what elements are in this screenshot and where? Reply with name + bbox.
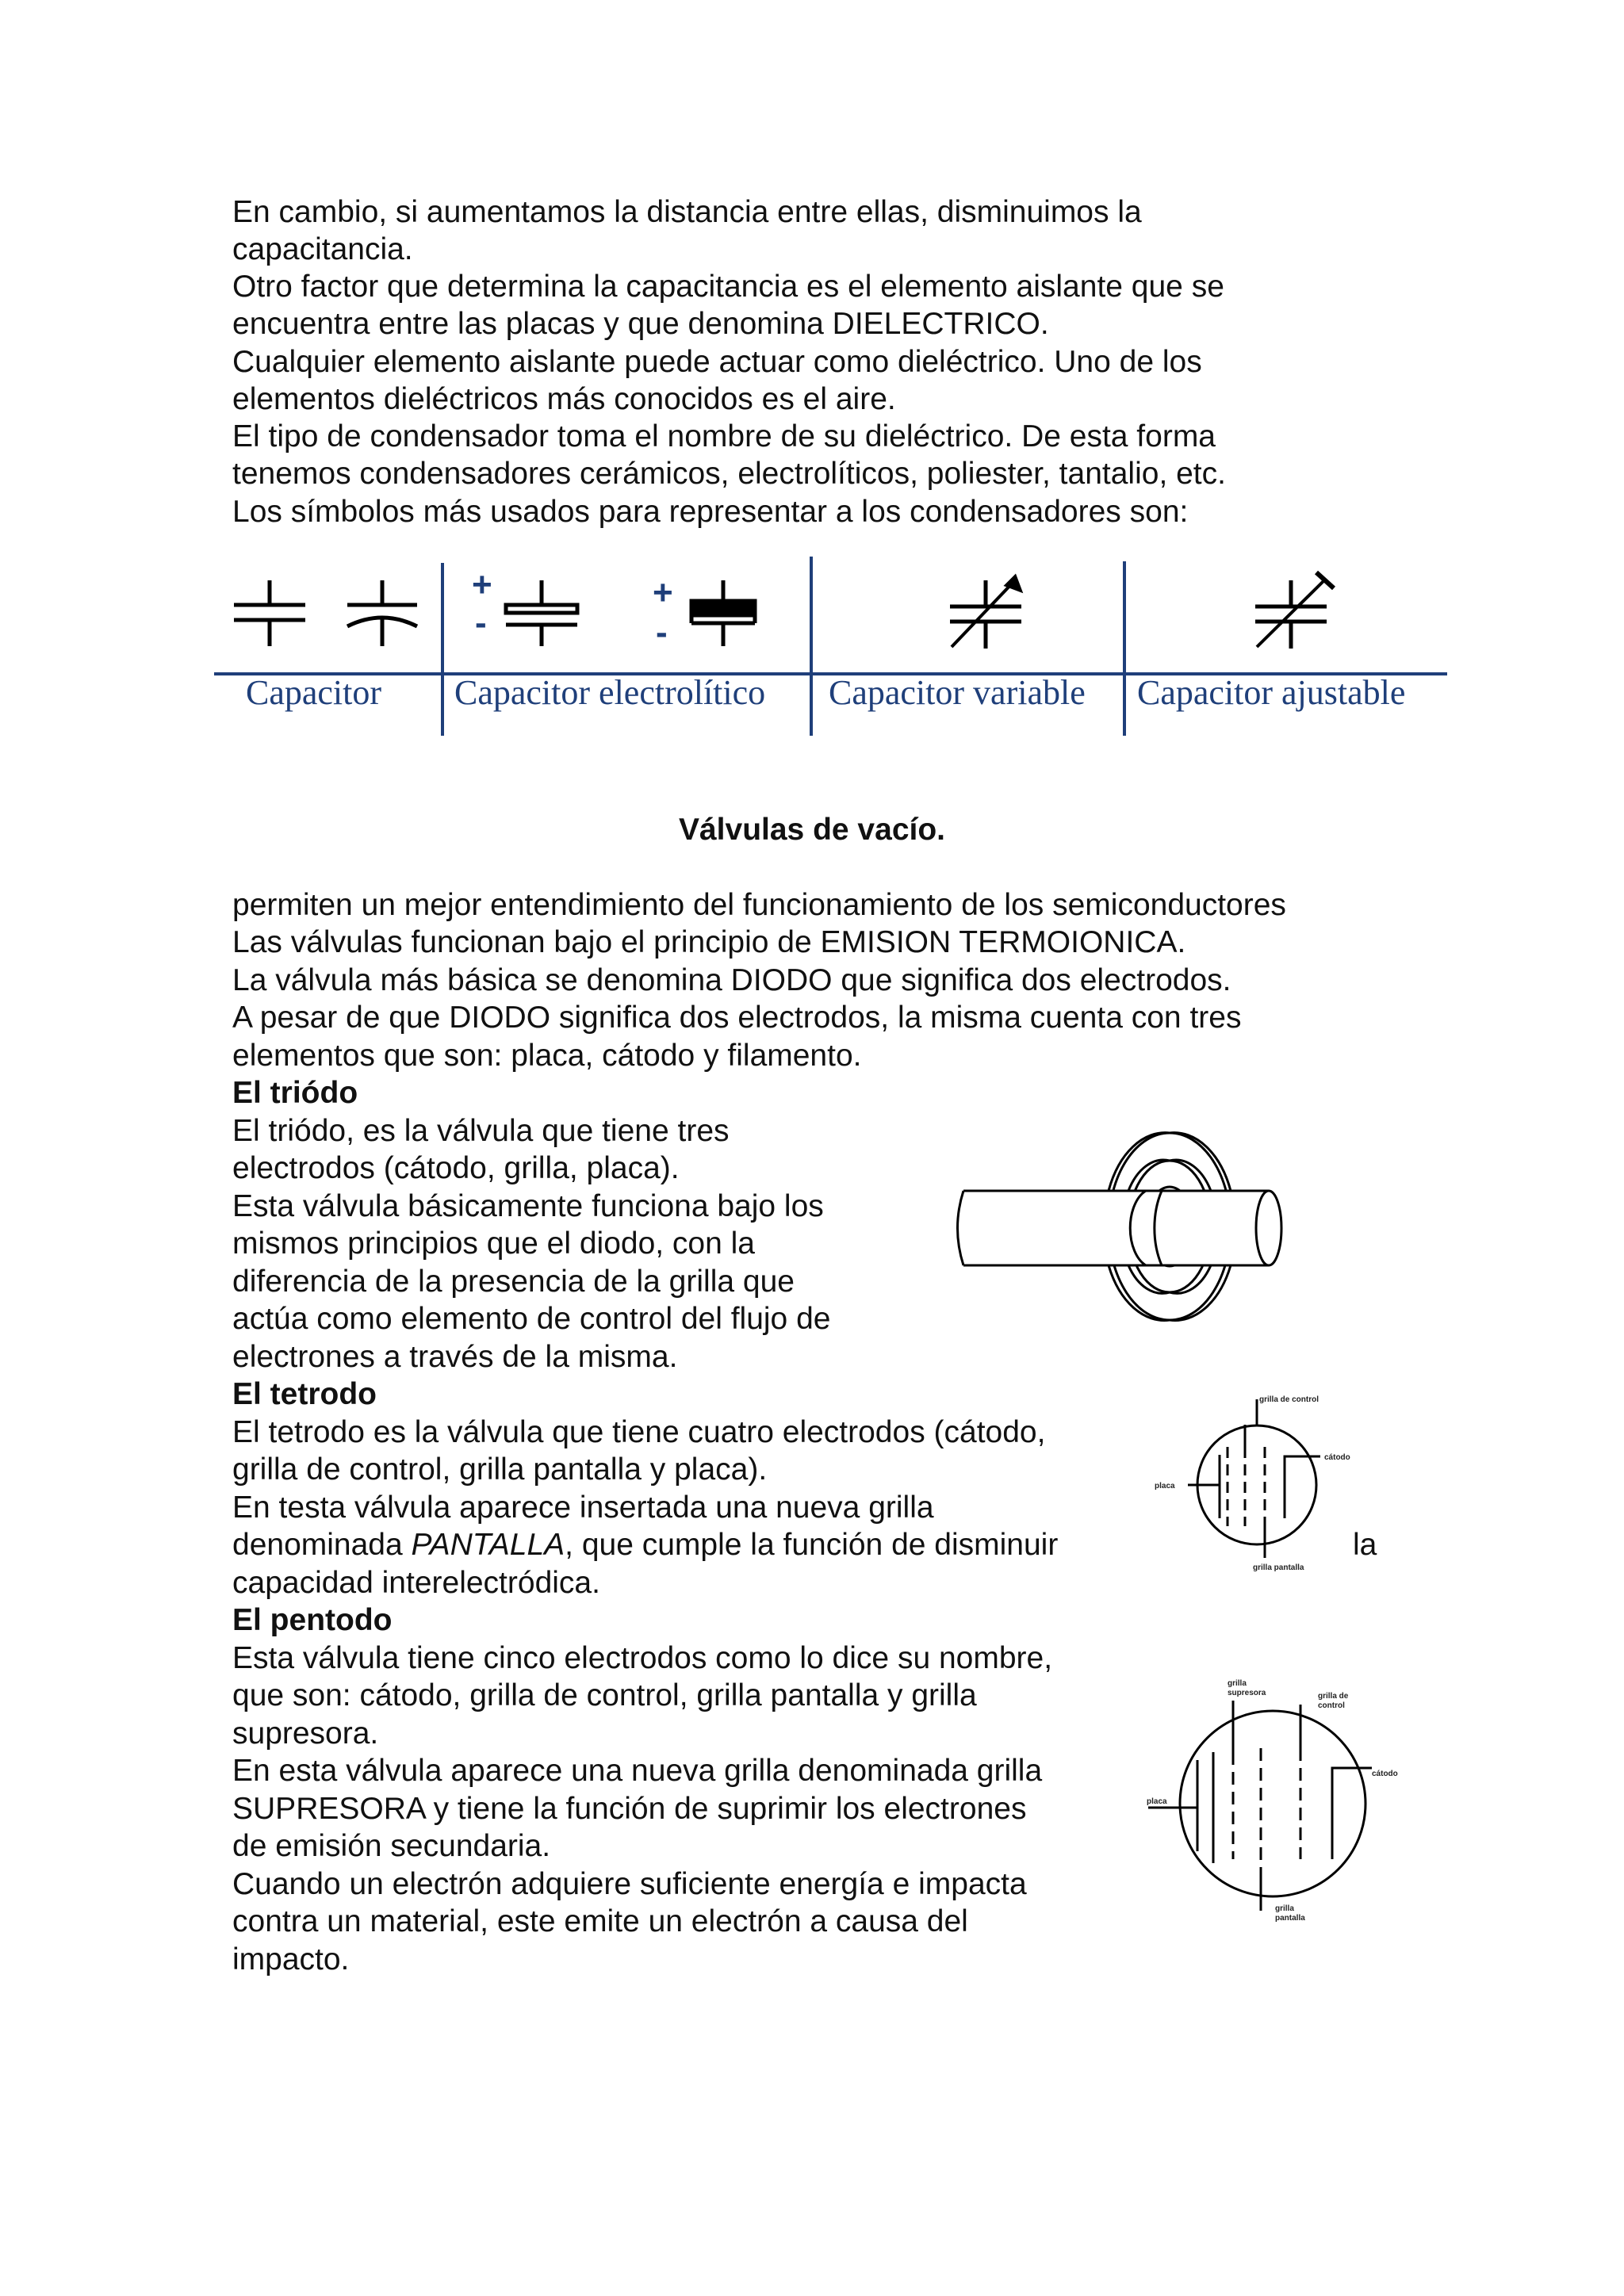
capacitor-symbol — [234, 580, 305, 646]
tetrodo-diagram — [1142, 1391, 1380, 1601]
text-line: elementos que son: placa, cátodo y filamento. — [232, 1039, 862, 1073]
text-line: diferencia de la presencia de la grilla que — [232, 1265, 795, 1299]
subheading-pentodo: El pentodo — [232, 1603, 393, 1637]
caption-variable: Capacitor variable — [829, 673, 1086, 712]
label-control-1: grilla de — [1318, 1692, 1349, 1701]
text-line: capacidad interelectródica. — [232, 1566, 600, 1600]
text-line: En cambio, si aumentamos la distancia entre ellas, disminuimos la — [232, 195, 1142, 229]
adjustable-capacitor-symbol — [1255, 572, 1334, 649]
label-catodo: cátodo — [1372, 1770, 1398, 1778]
text-line: de emisión secundaria. — [232, 1829, 551, 1863]
text-line: Esta válvula básicamente funciona bajo los — [232, 1189, 824, 1223]
text-line: La válvula más básica se denomina DIODO que significa dos electrodos. — [232, 963, 1231, 997]
subheading-triodo: El triódo — [232, 1076, 358, 1110]
label-placa: placa — [1147, 1797, 1167, 1806]
caption-capacitor: Capacitor — [246, 673, 382, 712]
text-line: SUPRESORA y tiene la función de suprimir los electrones — [232, 1792, 1027, 1826]
text-line: encuentra entre las placas y que denomina DIELECTRICO. — [232, 307, 1049, 341]
text-line: capacitancia. — [232, 232, 413, 266]
text-line: supresora. — [232, 1716, 379, 1751]
label-pantalla-2: pantalla — [1275, 1914, 1305, 1923]
text-line: Esta válvula tiene cinco electrodos como lo dice su nombre, — [232, 1641, 1053, 1675]
triodo-diagram — [944, 1126, 1316, 1340]
text-line: Otro factor que determina la capacitancia es el elemento aislante que se — [232, 270, 1224, 304]
pentodo-diagram — [1134, 1673, 1419, 1934]
italic-pantalla: PANTALLA — [411, 1528, 565, 1562]
text-line: tenemos condensadores cerámicos, electrolíticos, poliester, tantalio, etc. — [232, 457, 1226, 491]
text-line: Cuando un electrón adquiere suficiente energía e impacta — [232, 1867, 1027, 1901]
text-line: Los símbolos más usados para representar a los condensadores son: — [232, 495, 1189, 529]
label-grilla-control: grilla de control — [1259, 1395, 1320, 1404]
text-line: actúa como elemento de control del flujo de — [232, 1302, 831, 1336]
caption-adjustable: Capacitor ajustable — [1137, 673, 1406, 712]
electrolytic-capacitor-filled-symbol — [691, 580, 755, 646]
plus-sign: + — [472, 565, 492, 604]
text-line: En testa válvula aparece insertada una nueva grilla — [232, 1490, 934, 1525]
text-line: mismos principios que el diodo, con la — [232, 1226, 756, 1261]
plus-sign: + — [653, 573, 673, 612]
minus-sign: - — [656, 613, 668, 652]
text-line: permiten un mejor entendimiento del funcionamiento de los semiconductores — [232, 888, 1286, 922]
subheading-tetrodo: El tetrodo — [232, 1377, 377, 1411]
label-placa: placa — [1155, 1482, 1175, 1490]
text-line: electrodos (cátodo, grilla, placa). — [232, 1151, 680, 1185]
label-supresora-1: grilla — [1228, 1679, 1247, 1688]
capacitor-curved-symbol — [347, 580, 417, 646]
label-catodo: cátodo — [1324, 1453, 1350, 1462]
caption-electrolytic: Capacitor electrolítico — [454, 673, 766, 712]
label-grilla-pantalla: grilla pantalla — [1253, 1563, 1304, 1572]
text-line-end: la — [1353, 1528, 1377, 1562]
text-line: grilla de control, grilla pantalla y placa). — [232, 1452, 768, 1487]
text-line: impacto. — [232, 1942, 350, 1976]
text-line: El tetrodo es la válvula que tiene cuatro electrodos (cátodo, — [232, 1415, 1046, 1449]
capacitor-captions — [0, 672, 1624, 720]
text-line: El triódo, es la válvula que tiene tres — [232, 1114, 730, 1148]
text-line: Cualquier elemento aislante puede actuar como dieléctrico. Uno de los — [232, 345, 1202, 379]
text-line-pantalla: denominada PANTALLA, que cumple la función de disminuir — [232, 1528, 1059, 1562]
section-heading: Válvulas de vacío. — [678, 813, 945, 847]
text-line: A pesar de que DIODO significa dos electrodos, la misma cuenta con tres — [232, 1001, 1242, 1035]
electrolytic-capacitor-symbol — [506, 580, 577, 646]
text-line: Las válvulas funcionan bajo el principio de EMISION TERMOIONICA. — [232, 925, 1186, 959]
text-line: que son: cátodo, grilla de control, grilla pantalla y grilla — [232, 1678, 977, 1712]
minus-sign: - — [475, 603, 487, 642]
text-line: En esta válvula aparece una nueva grilla denominada grilla — [232, 1754, 1043, 1788]
label-control-2: control — [1318, 1701, 1345, 1710]
text-line: electrones a través de la misma. — [232, 1340, 678, 1374]
text-line: El tipo de condensador toma el nombre de su dieléctrico. De esta forma — [232, 419, 1216, 453]
label-supresora-2: supresora — [1228, 1689, 1266, 1697]
text-line: elementos dieléctricos más conocidos es el aire. — [232, 382, 896, 416]
label-pantalla-1: grilla — [1275, 1904, 1294, 1913]
variable-capacitor-symbol — [950, 577, 1021, 649]
text-line: contra un material, este emite un electrón a causa del — [232, 1904, 968, 1938]
